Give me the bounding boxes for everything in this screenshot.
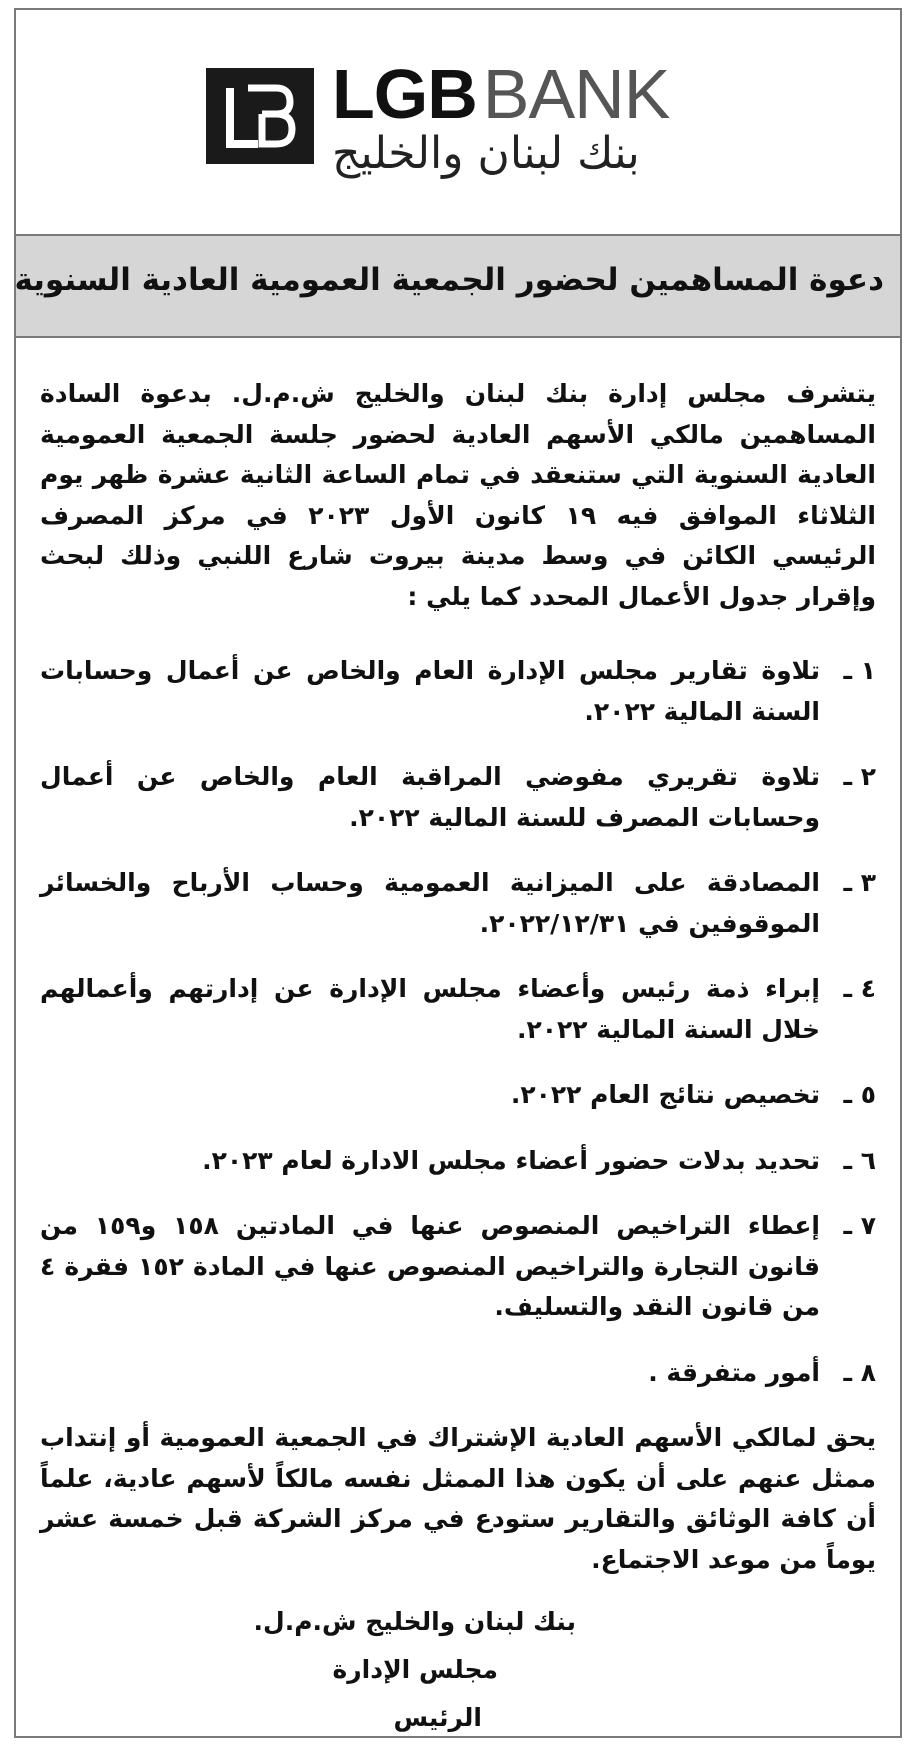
- bank-logo-icon: [206, 68, 314, 164]
- signature-board: مجلس الإدارة: [332, 1655, 498, 1684]
- logo-bank: BANK: [482, 55, 670, 133]
- signature-chairman: الرئيس: [393, 1703, 482, 1732]
- agenda-item-3: [40, 863, 876, 944]
- signature-bank: بنك لبنان والخليج ش.م.ل.: [253, 1607, 576, 1636]
- agenda-list: [40, 651, 876, 1393]
- agenda-number: ٣ ـ: [843, 868, 876, 897]
- agenda-number: ١ ـ: [843, 656, 876, 685]
- notice-body: [40, 374, 876, 1742]
- agenda-number: ٨ ـ: [843, 1357, 876, 1387]
- agenda-text: المصادقة على الميزانية العمومية وحساب الأرباح والخسائر الموقوفين في ٢٠٢٢/١٢/٣١.: [40, 868, 820, 938]
- agenda-item-8: [40, 1353, 876, 1394]
- notice-title: دعوة المساهمين لحضور الجمعية العمومية العادية السنوية: [14, 262, 884, 298]
- agenda-text: تخصيص نتائج العام ٢٠٢٢.: [510, 1080, 820, 1109]
- agenda-item-6: [40, 1141, 876, 1182]
- intro-paragraph: يتشرف مجلس إدارة بنك لبنان والخليج ش.م.ل. بدعوة السادة المساهمين مالكي الأسهم العادية لحضور جلسة الجمعية العمومية العادية السنوية التي ستنعقد في تمام الساعة الثانية عشرة ظهر يوم الثلاثاء الموافق فيه ١٩ كانون الأول ٢٠٢٣ في مركز المصرف الرئيسي الكائن في وسط مدينة بيروت شارع اللنبي وذلك لبحث وإقرار جدول الأعمال المحدد كما يلي :: [40, 379, 876, 611]
- agenda-number: ٦ ـ: [843, 1145, 876, 1175]
- announcement-frame: [14, 8, 902, 1738]
- agenda-text: إعطاء التراخيص المنصوص عنها في المادتين ١٥٨ و١٥٩ من قانون التجارة والتراخيص المنصوص عنها في المادة ١٥٢ فقرة ٤ من قانون النقد والتسليف.: [40, 1211, 820, 1321]
- agenda-number: ٢ ـ: [843, 762, 876, 791]
- agenda-text: تلاوة تقريري مفوضي المراقبة العام والخاص عن أعمال وحسابات المصرف للسنة المالية ٢٠٢٢.: [40, 762, 820, 832]
- agenda-item-4: [40, 969, 876, 1050]
- logo-lgb: LGB: [332, 55, 477, 133]
- agenda-text: تحديد بدلات حضور أعضاء مجلس الادارة لعام ٢٠٢٣.: [202, 1145, 820, 1175]
- logo-arabic-name: بنك لبنان والخليج: [332, 128, 640, 179]
- agenda-number: ٥ ـ: [843, 1080, 876, 1109]
- logo-wordmark: [332, 56, 669, 132]
- agenda-text: تلاوة تقارير مجلس الإدارة العام والخاص عن أعمال وحسابات السنة المالية ٢٠٢٢.: [40, 656, 820, 726]
- agenda-number: ٤ ـ: [843, 974, 876, 1003]
- signature-block: [40, 1598, 876, 1742]
- logo-area: [16, 10, 900, 236]
- agenda-text: أمور متفرقة .: [648, 1357, 820, 1387]
- agenda-number: ٧ ـ: [843, 1211, 876, 1240]
- agenda-item-1: [40, 651, 876, 732]
- closing-paragraph: يحق لمالكي الأسهم العادية الإشتراك في الجمعية العمومية أو إنتداب ممثل عنهم على أن يكون هذا الممثل نفسه مالكاً لأسهم عادية، علماً أن كافة الوثائق والتقارير ستودع في مركز الشركة قبل خمسة عشر يوماً من موعد الاجتماع.: [40, 1423, 876, 1574]
- title-band: [16, 236, 900, 338]
- agenda-text: إبراء ذمة رئيس وأعضاء مجلس الإدارة عن إدارتهم وأعمالهم خلال السنة المالية ٢٠٢٢.: [40, 974, 820, 1044]
- agenda-item-5: [40, 1075, 876, 1116]
- agenda-item-2: [40, 757, 876, 838]
- agenda-item-7: [40, 1206, 876, 1328]
